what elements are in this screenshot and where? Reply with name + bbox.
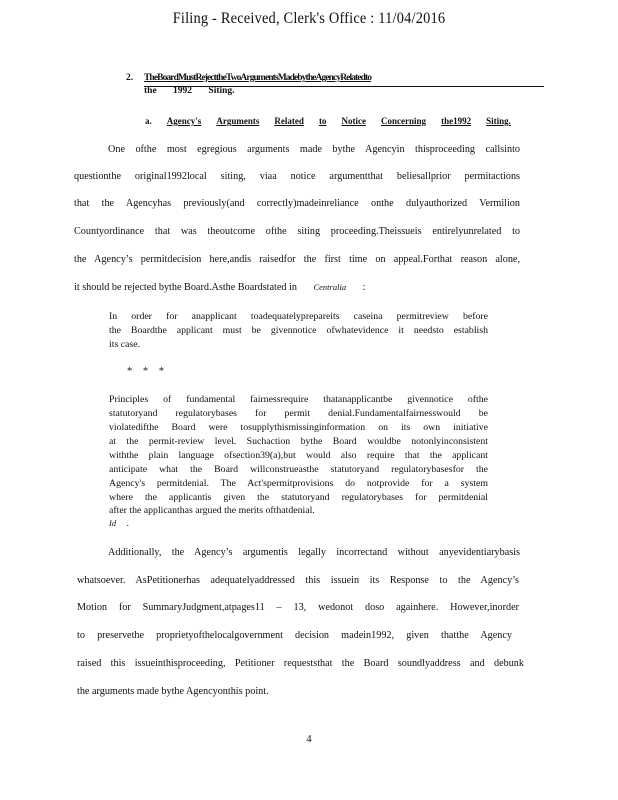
paragraph1-line: the Agency’s permitdecision here,andis raisedfor the first time on appeal.Forthat reason alone,: [74, 254, 520, 265]
subsection-word: Notice: [341, 116, 366, 126]
paragraph1-last-text: it should be rejected bythe Board.Asthe Boardstated in: [74, 282, 297, 293]
quote2-line: violatedifthe Board were tosupplythismissinginformation on its own initiative: [109, 422, 488, 433]
quote1-line: its case.: [109, 339, 141, 350]
case-citation: Centralia: [313, 282, 347, 292]
quote1-line: the Boardthe applicant must be givennotice ofwhatevidence it needsto establish: [109, 325, 488, 336]
quote2-line: withthe plain language ofsection39(a),but would also require that the applicant: [109, 450, 488, 461]
subsection-word: Concerning: [381, 116, 427, 126]
subsection-word: Related: [274, 116, 304, 126]
quote2-line: after the applicanthas argued the merits ofthatdenial.: [109, 505, 315, 516]
paragraph2-line: the arguments made bythe Agencyonthis point.: [77, 686, 269, 697]
section-title-line2: [144, 86, 249, 96]
ellipsis-stars: * * *: [127, 366, 168, 377]
paragraph2-line: to preservethe proprietyofthelocalgovernment decision madein1992, given thatthe Agency: [77, 630, 512, 641]
quote2-line: Principles of fundamental fairnessrequire thatanapplicantbe givennotice ofthe: [109, 394, 488, 405]
paragraph2-line: whatsoever. AsPetitionerhas adequatelyaddressed this issuein its Response to the Agency’s: [77, 575, 519, 586]
quote1-line: In order for anapplicant toadequatelyprepareits caseina permitreview before: [109, 311, 488, 322]
subsection-word: Siting.: [486, 116, 511, 126]
subsection-heading: [145, 116, 511, 126]
page-number: 4: [306, 734, 312, 745]
paragraph1-line: that the Agencyhas previously(and correctly)madeinreliance onthe dulyauthorized Vermilion: [74, 198, 520, 209]
section-title-word: 1992: [173, 86, 193, 96]
id-cite-text: Id: [109, 518, 117, 528]
subsection-word: Agency's: [166, 116, 202, 126]
subsection-label: a.: [145, 116, 152, 126]
subsection-word: the1992: [441, 116, 472, 126]
quote2-line: Agency's permitdenial. The Act'spermitprovisions do notprovide for a system: [109, 478, 488, 489]
quote2-line: statutoryand regulatorybases for permit denial.Fundamentalfairnesswould be: [109, 408, 488, 419]
paragraph2-line: Additionally, the Agency’s argumentis legally incorrectand without anyevidentiarybasis: [108, 547, 520, 558]
quote2-line: at the permit-review level. Suchaction bythe Board wouldbe notonlyinconsistent: [109, 436, 488, 447]
subsection-word: to: [318, 116, 327, 126]
section-title-word: the: [144, 86, 157, 96]
id-cite-period: .: [126, 518, 129, 529]
quote2-line: anticipate what the Board willconstrueasthe statutoryand regulatorybasesfor the: [109, 464, 488, 475]
paragraph1-line: questionthe original1992local siting, viaa notice argumentthat beliesallprior permitactions: [74, 171, 520, 182]
section-title-word: Siting.: [208, 86, 235, 96]
quote2-line: where the applicantis given the statutoryand regulatorybases for permitdenial: [109, 492, 488, 503]
section-number: 2.: [126, 73, 134, 83]
paragraph2-line: Motion for SummaryJudgment,atpages11 – 13, wedonot doso againhere. However,inorder: [77, 602, 519, 613]
section-title-line1: TheBoardMustRejecttheTwoArgumentsMadebytheAgencyRelatedto: [144, 73, 372, 83]
filing-header: Filing - Received, Clerk's Office : 11/04/2016: [172, 10, 446, 27]
subsection-word: Arguments: [216, 116, 260, 126]
paragraph1-line: Countyordinance that was theoutcome ofthe siting proceeding.Theissueis entirelyunrelated to: [74, 226, 520, 237]
paragraph1-line: One ofthe most egregious arguments made bythe Agencyin thisproceeding callsinto: [108, 144, 520, 155]
id-citation: [109, 518, 129, 529]
paragraph1-last-colon: :: [362, 282, 366, 293]
paragraph1-last-line: [74, 282, 365, 293]
paragraph2-line: raised this issueinthisproceeding, Petitioner requeststhat the Board soundlyaddress and debunk: [77, 658, 524, 669]
